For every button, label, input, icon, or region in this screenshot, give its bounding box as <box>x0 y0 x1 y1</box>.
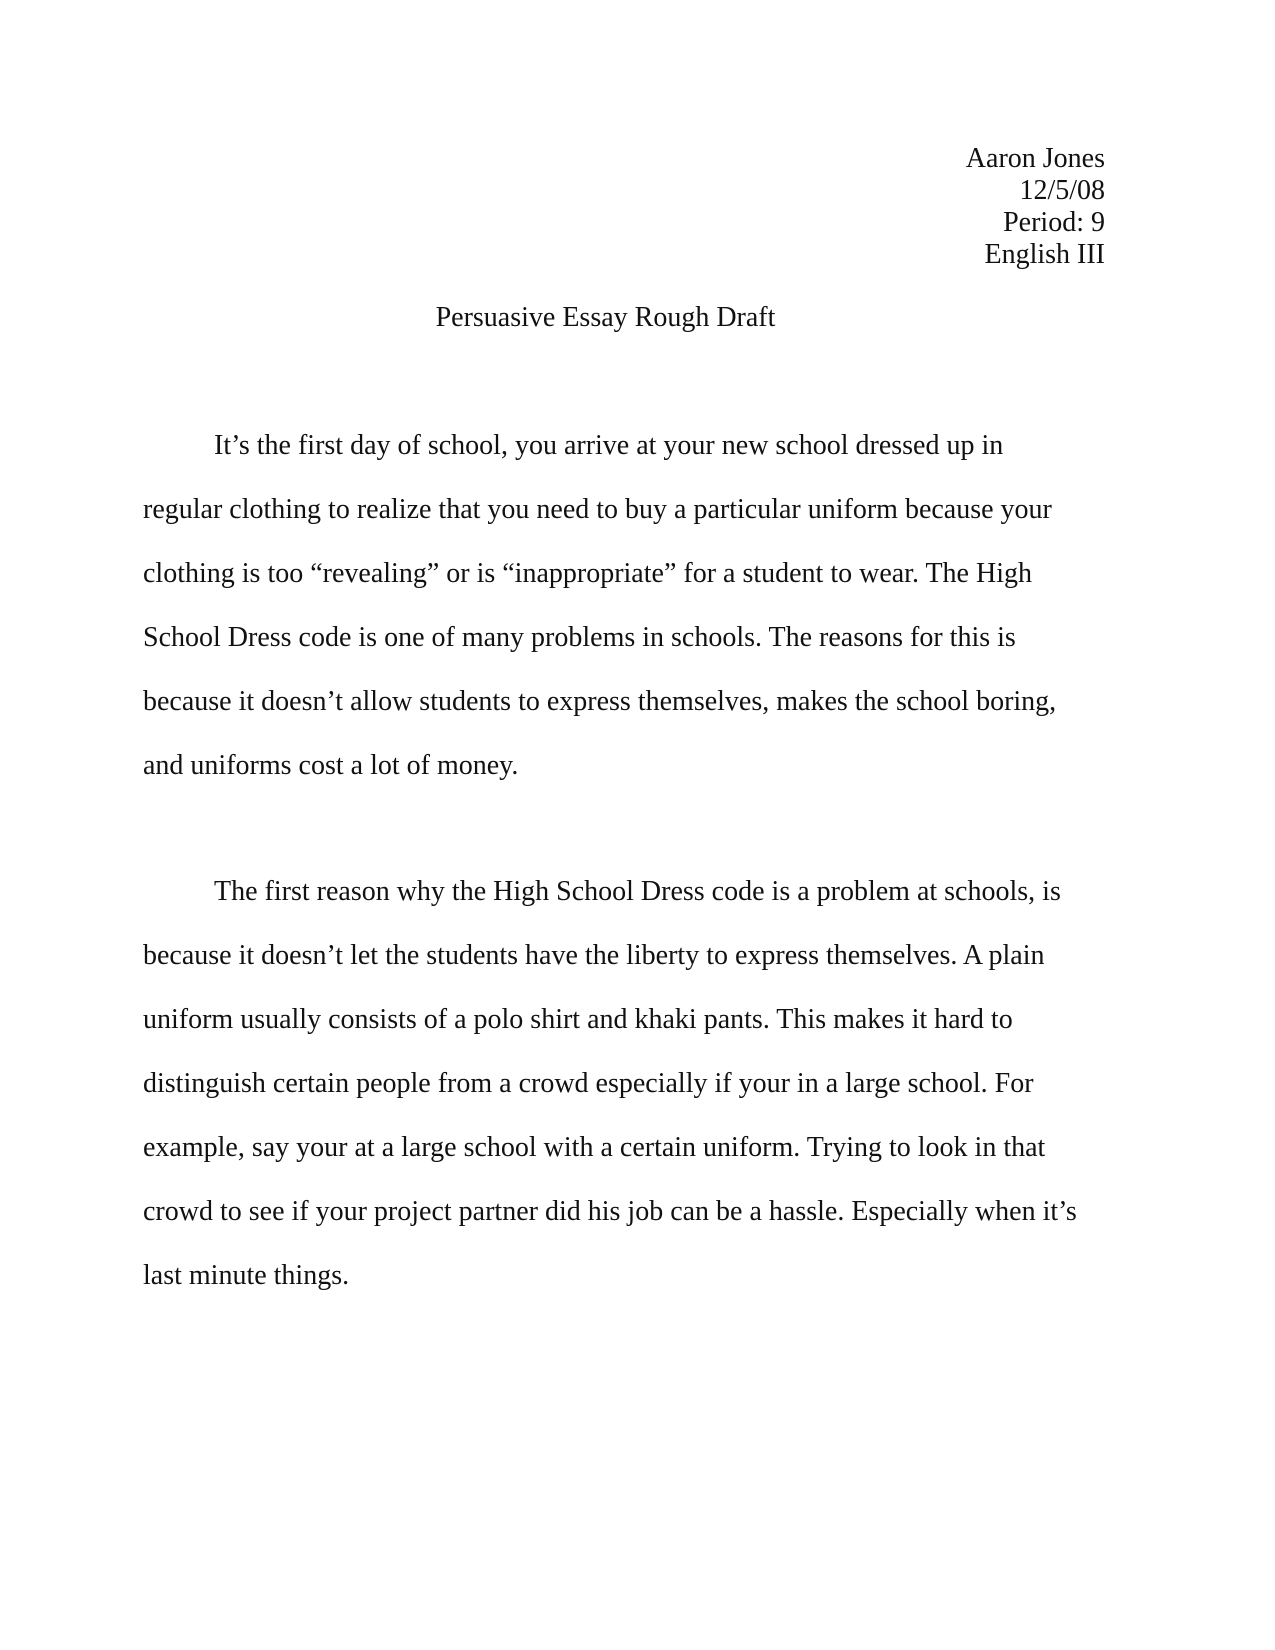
paragraph-first-reason <box>143 876 1143 1324</box>
text-line: clothing is too “revealing” or is “inappropriate” for a student to wear. The High <box>143 558 1032 589</box>
text-line: because it doesn’t allow students to express themselves, makes the school boring, <box>143 686 1057 717</box>
class-period: Period: 9 <box>1003 207 1105 238</box>
text-line: It’s the first day of school, you arrive at your new school dressed up in <box>214 430 1004 461</box>
text-line: last minute things. <box>143 1260 350 1291</box>
text-line: crowd to see if your project partner did his job can be a hassle. Especially when it’s <box>143 1196 1077 1227</box>
text-line: regular clothing to realize that you need to buy a particular uniform because your <box>143 494 1052 525</box>
text-line: example, say your at a large school with a certain uniform. Trying to look in that <box>143 1132 1046 1163</box>
text-line: The first reason why the High School Dress code is a problem at schools, is <box>214 876 1061 907</box>
text-line: distinguish certain people from a crowd especially if your in a large school. For <box>143 1068 1034 1099</box>
paragraph-introduction <box>143 430 1143 814</box>
text-line: uniform usually consists of a polo shirt and khaki pants. This makes it hard to <box>143 1004 1013 1035</box>
date: 12/5/08 <box>1019 175 1105 206</box>
essay-title: Persuasive Essay Rough Draft <box>435 302 776 333</box>
course-name: English III <box>984 239 1105 270</box>
header-block <box>966 143 1105 271</box>
author-name: Aaron Jones <box>965 143 1105 174</box>
text-line: and uniforms cost a lot of money. <box>143 750 519 781</box>
text-line: because it doesn’t let the students have the liberty to express themselves. A plain <box>143 940 1045 971</box>
text-line: School Dress code is one of many problems in schools. The reasons for this is <box>143 622 1016 653</box>
